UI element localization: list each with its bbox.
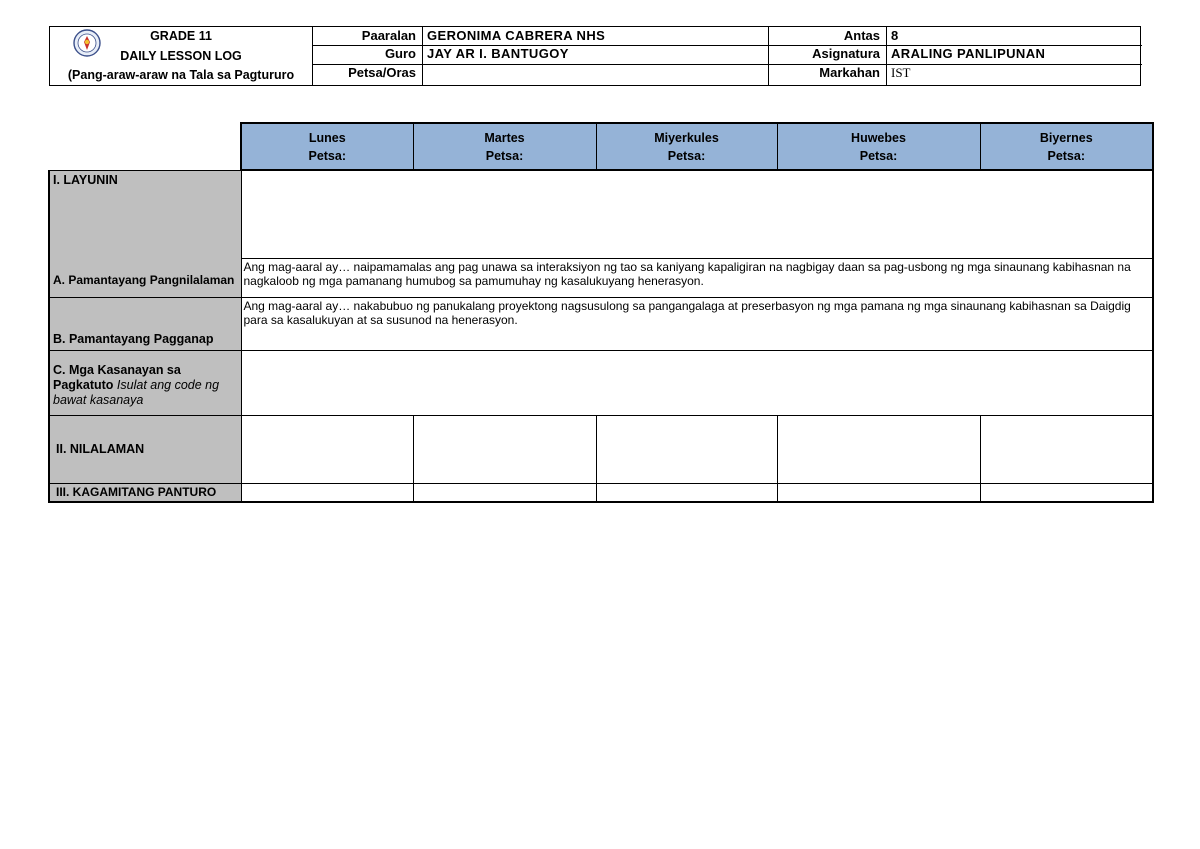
- subject-value[interactable]: ARALING PANLIPUNAN: [891, 46, 1046, 61]
- day-name: Miyerkules: [654, 130, 719, 145]
- day-date-label: Petsa:: [485, 148, 524, 163]
- kasanayan-cell[interactable]: [241, 350, 1153, 415]
- day-name: Huwebes: [851, 130, 906, 145]
- row-label-layunin: I. LAYUNIN: [49, 170, 241, 258]
- log-title: DAILY LESSON LOG: [120, 49, 242, 63]
- layunin-cell[interactable]: [241, 170, 1153, 258]
- row-label-kasanayan: [49, 350, 241, 415]
- day-date-label: Petsa:: [859, 148, 898, 163]
- kagamitan-cell-friday[interactable]: [980, 483, 1153, 502]
- blank-corner: [49, 123, 241, 170]
- layunin-row: [49, 170, 1153, 258]
- nilalaman-cell-monday[interactable]: [241, 415, 413, 483]
- nilalaman-cell-thursday[interactable]: [777, 415, 980, 483]
- day-name: Martes: [484, 130, 525, 145]
- grade-label: GRADE 11: [150, 29, 212, 43]
- day-date-label: Petsa:: [667, 148, 706, 163]
- kasanayan-title: C. Mga Kasanayan sa Pagkatuto: [53, 362, 181, 392]
- kagamitan-cell-wednesday[interactable]: [596, 483, 777, 502]
- header-title-block: [50, 27, 312, 85]
- kagamitan-cell-tuesday[interactable]: [413, 483, 596, 502]
- teacher-label: Guro: [384, 46, 416, 61]
- day-header-tuesday: [413, 123, 596, 170]
- row-label-pamantayang-pangnilalaman: A. Pamantayang Pangnilalaman: [49, 258, 241, 297]
- nilalaman-row: [49, 415, 1153, 483]
- day-name: Lunes: [308, 130, 346, 145]
- day-header-monday: [241, 123, 413, 170]
- kagamitan-cell-monday[interactable]: [241, 483, 413, 502]
- day-header-wednesday: [596, 123, 777, 170]
- subject-label: Asignatura: [812, 46, 880, 61]
- nilalaman-cell-wednesday[interactable]: [596, 415, 777, 483]
- day-date-label: Petsa:: [308, 148, 347, 163]
- day-date-label: Petsa:: [1047, 148, 1086, 163]
- kagamitan-cell-thursday[interactable]: [777, 483, 980, 502]
- kasanayan-note: Isulat ang code ng bawat kasanaya: [53, 377, 220, 407]
- school-label: Paaralan: [361, 28, 416, 43]
- nilalaman-cell-friday[interactable]: [980, 415, 1153, 483]
- row-label-kagamitan: III. KAGAMITANG PANTURO: [49, 483, 241, 502]
- day-header-friday: [980, 123, 1153, 170]
- pagganap-row: [49, 297, 1153, 350]
- level-value[interactable]: 8: [891, 28, 899, 43]
- pamantayang-pangnilalaman-text[interactable]: Ang mag-aaral ay… naipamamalas ang pag unawa sa interaksiyon ng tao sa kaniyang kapaligiran na nagbigay daan sa pag-usbong ng mga sinaunang kabihasnan na nagkaloob ng mga pamanang humubog sa pamumuhay ng kasalukuyang henerasyon.: [241, 258, 1153, 297]
- level-label: Antas: [843, 28, 880, 43]
- pamantayang-pagganap-text[interactable]: Ang mag-aaral ay… nakabubuo ng panukalang proyektong nagsusulong sa pangangalaga at preserbasyon ng mga pamana ng mga sinaunang kabihasnan sa Daigdig para sa kasalukuyan at sa susunod na henerasyon.: [241, 297, 1153, 350]
- teacher-value[interactable]: JAY AR I. BANTUGOY: [427, 46, 569, 61]
- day-header-thursday: [777, 123, 980, 170]
- kasanayan-row: [49, 350, 1153, 415]
- row-label-nilalaman: II. NILALAMAN: [49, 415, 241, 483]
- nilalaman-cell-tuesday[interactable]: [413, 415, 596, 483]
- school-value[interactable]: GERONIMA CABRERA NHS: [427, 28, 606, 43]
- pangnilalaman-row: [49, 258, 1153, 297]
- lesson-plan-table: [48, 122, 1154, 503]
- kagamitan-row: [49, 483, 1153, 502]
- lesson-log-header: [49, 26, 1141, 86]
- date-label: Petsa/Oras: [348, 65, 416, 80]
- day-name: Biyernes: [1039, 130, 1093, 145]
- row-label-pamantayang-pagganap: B. Pamantayang Pagganap: [49, 297, 241, 350]
- date-value[interactable]: [422, 64, 768, 85]
- day-header-row: [49, 123, 1153, 170]
- quarter-label: Markahan: [819, 65, 880, 80]
- quarter-value[interactable]: IST: [891, 65, 911, 80]
- log-subtitle: (Pang-araw-araw na Tala sa Pagtururo: [67, 68, 295, 82]
